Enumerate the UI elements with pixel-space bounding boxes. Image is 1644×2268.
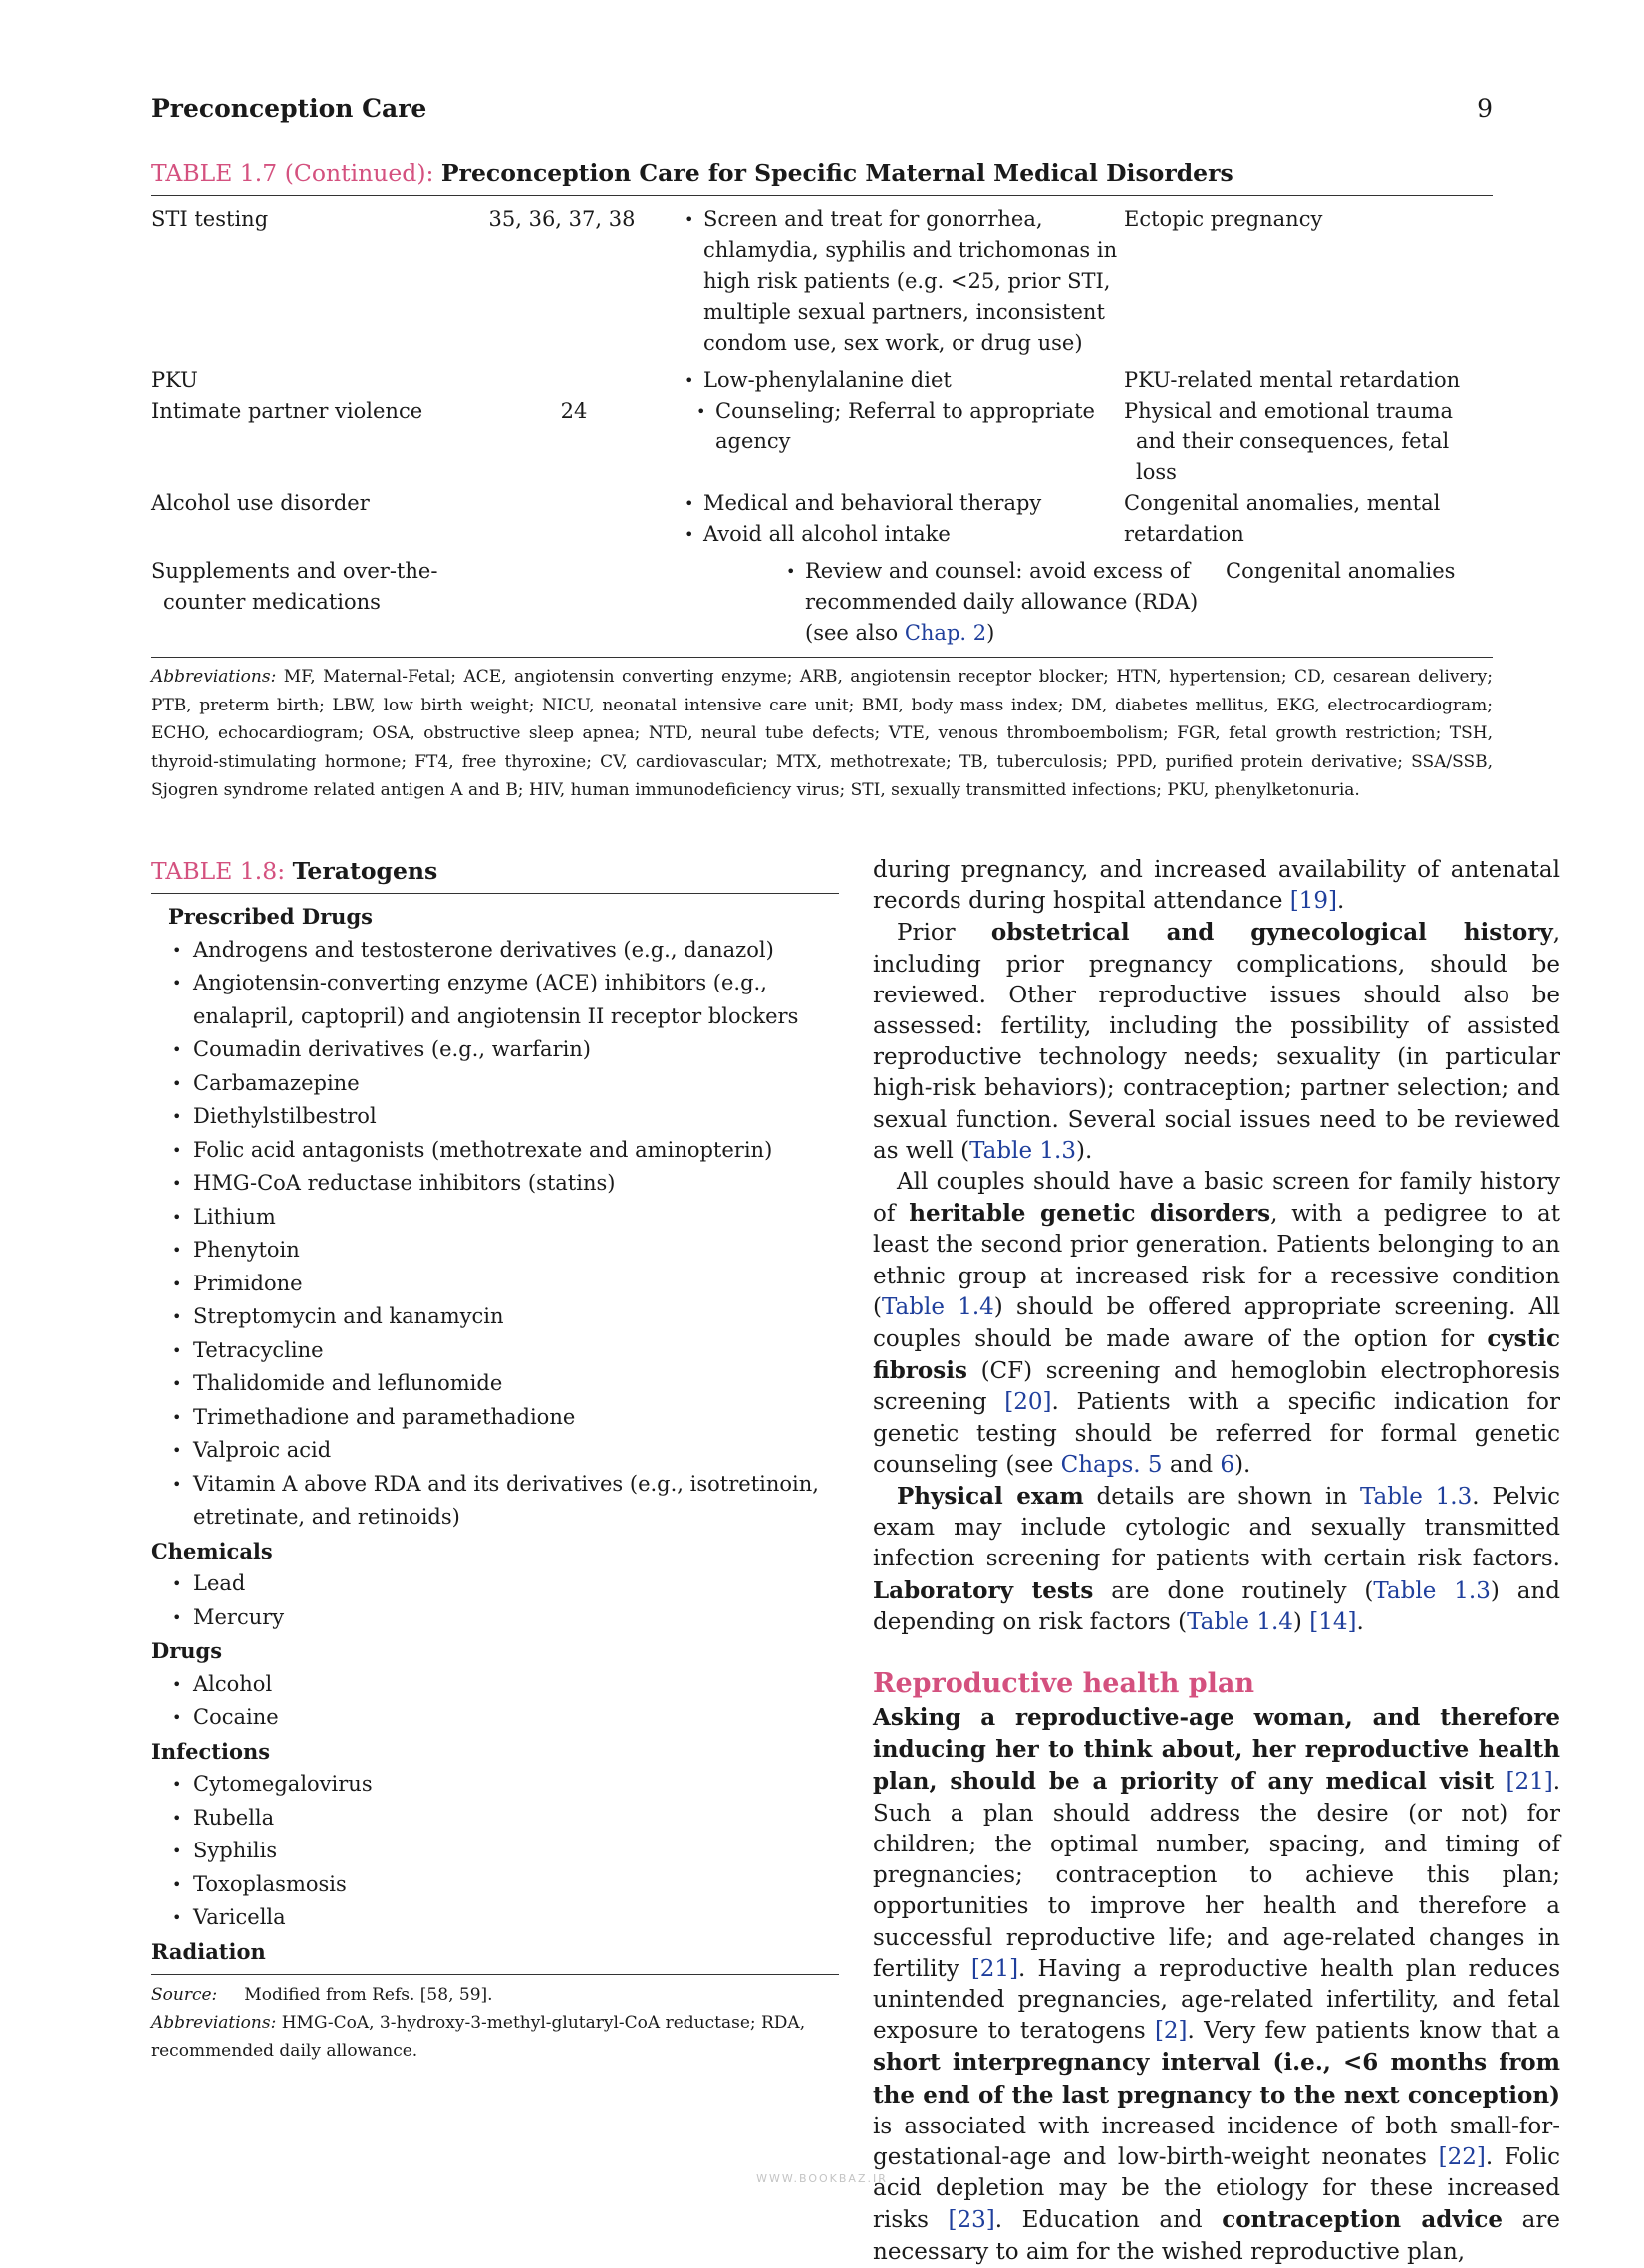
list-item: • Tetracycline bbox=[193, 1334, 839, 1368]
infections-list bbox=[151, 1768, 839, 1935]
list-item: • Lithium bbox=[193, 1201, 839, 1235]
table-row bbox=[151, 488, 1493, 550]
list-item: • Mercury bbox=[193, 1601, 839, 1635]
list-item: • Folic acid antagonists (methotrexate and aminopterin) bbox=[193, 1134, 839, 1168]
section-heading: Reproductive health plan bbox=[873, 1668, 1254, 1700]
refs-cell bbox=[458, 365, 666, 396]
list-item: • Carbamazepine bbox=[193, 1067, 839, 1101]
refs-cell bbox=[560, 556, 767, 649]
table-link[interactable]: Table 1.3 bbox=[1373, 1577, 1491, 1604]
table-1-8-footnotes bbox=[151, 1975, 839, 2065]
list-item: • Lead bbox=[193, 1567, 839, 1601]
list-item: • Rubella bbox=[193, 1802, 839, 1836]
table-row bbox=[151, 556, 1493, 649]
list-item: • Trimethadione and paramethadione bbox=[193, 1401, 839, 1435]
paragraph: All couples should have a basic screen for family history of heritable genetic disorders, with a pedigree to at least the second prior generation. Patients belonging to an ethnic group at increased risk for a recessive condition (Table 1.4) should be offered appropriate screening. All couples should be made aware of the option for cystic fibrosis (CF) screening and hemoglobin electrophoresis screening [20]. Patients with a specific indication for genetic testing should be referred for formal genetic counseling (see Chaps. 5 and 6). bbox=[873, 1169, 1561, 1478]
table-1-8-title: Teratogens bbox=[292, 857, 438, 885]
table-link[interactable]: Table 1.3 bbox=[969, 1137, 1076, 1164]
paragraph: during pregnancy, and increased availability of antenatal records during hospital attendance [19]. bbox=[873, 857, 1560, 915]
list-item: • Syphilis bbox=[193, 1835, 839, 1868]
ref-link[interactable]: [14] bbox=[1309, 1608, 1357, 1635]
interventions-cell bbox=[666, 365, 1120, 396]
ref-link[interactable]: [21] bbox=[970, 1955, 1019, 1982]
teratogen-list bbox=[151, 894, 839, 1975]
table-row bbox=[151, 204, 1493, 359]
ref-link[interactable]: [2] bbox=[1154, 2018, 1188, 2045]
list-item: • Alcohol bbox=[193, 1668, 839, 1702]
chap-2-link[interactable]: Chap. 2 bbox=[904, 621, 987, 645]
ref-link[interactable]: [23] bbox=[948, 2207, 995, 2234]
refs-cell: 35, 36, 37, 38 bbox=[488, 207, 636, 231]
condition-cell: PKU bbox=[151, 368, 198, 392]
radiation-heading: Radiation bbox=[151, 1938, 266, 1964]
refs-cell: 24 bbox=[560, 399, 588, 423]
list-item: • Valproic acid bbox=[193, 1434, 839, 1468]
table-row bbox=[151, 365, 1493, 396]
running-head bbox=[151, 94, 1493, 134]
interventions-cell bbox=[666, 204, 1120, 359]
list-item: • Diethylstilbestrol bbox=[193, 1100, 839, 1134]
table-1-8 bbox=[151, 857, 839, 2065]
risks-cell: Ectopic pregnancy bbox=[1124, 207, 1323, 231]
table-row bbox=[151, 396, 1493, 488]
chapter-link[interactable]: 6 bbox=[1220, 1451, 1235, 1478]
list-item: • Streptomycin and kanamycin bbox=[193, 1300, 839, 1334]
chemicals-list bbox=[151, 1567, 839, 1634]
drugs-list bbox=[151, 1668, 839, 1735]
list-item: • Cocaine bbox=[193, 1701, 839, 1735]
paragraph: Physical exam details are shown in Table 1.3. Pelvic exam may include cytologic and sexually transmitted infection screening for patients with certain risk factors. Laboratory tests are done routinely (Table 1.3) and depending on risk factors (Table 1.4) [14]. bbox=[873, 1483, 1560, 1635]
table-1-7-caption bbox=[151, 159, 1493, 196]
list-item: • Thalidomide and leflunomide bbox=[193, 1367, 839, 1401]
intervention-item: • Low-phenylalanine diet bbox=[703, 365, 1120, 396]
condition-cell: Intimate partner violence bbox=[151, 399, 423, 423]
table-link[interactable]: Table 1.4 bbox=[881, 1293, 994, 1320]
intervention-item: • Screen and treat for gonorrhea, chlamydia, syphilis and trichomonas in high risk patients (e.g. <25, prior STI, multiple sexual partners, inconsistent condom use, sex work, or drug use) bbox=[703, 204, 1120, 359]
condition-cell: STI testing bbox=[151, 207, 269, 231]
list-item: • Vitamin A above RDA and its derivatives (e.g., isotretinoin, etretinate, and retinoids) bbox=[193, 1468, 839, 1535]
intervention-item: • Counseling; Referral to appropriate agency bbox=[715, 396, 1132, 457]
table-1-7-label: TABLE 1.7 (Continued): bbox=[151, 159, 434, 187]
table-1-8-caption bbox=[151, 857, 839, 894]
paragraph: Asking a reproductive-age woman, and therefore inducing her to think about, her reproductive health plan, should be a priority of any medical visit [21]. Such a plan should address the desire (or not) for children; the optimal number, spacing, and timing of pregnancies; contraception to achieve this plan; opportunities to improve her health and therefore a successful reproductive life; and age-related changes in fertility [21]. Having a reproductive health plan reduces unintended pregnancies, age-related infertility, and fetal exposure to teratogens [2]. Very few patients know that a short interpregnancy interval (i.e., <6 months from the end of the last pregnancy to the next conception) is associated with increased incidence of both small-for-gestational-age and low-birth-weight neonates [22]. Folic acid depletion may be the etiology for these increased risks [23]. Education and contraception advice are necessary to aim for the wished reproductive plan, bbox=[873, 1704, 1561, 2265]
table-1-7-body bbox=[151, 196, 1493, 658]
list-item: • Coumadin derivatives (e.g., warfarin) bbox=[193, 1033, 839, 1067]
list-item: • Primidone bbox=[193, 1268, 839, 1301]
risks-cell: Congenital anomalies, mental retardation bbox=[1124, 491, 1441, 546]
page-number: 9 bbox=[1477, 94, 1493, 123]
chapter-link[interactable]: Chaps. 5 bbox=[1060, 1451, 1163, 1478]
list-item: • Angiotensin-converting enzyme (ACE) inhibitors (e.g., enalapril, captopril) and angiotensin II receptor blockers bbox=[193, 967, 839, 1033]
list-item: • Androgens and testosterone derivatives (e.g., danazol) bbox=[193, 934, 839, 968]
list-item: • Phenytoin bbox=[193, 1234, 839, 1268]
interventions-cell bbox=[678, 396, 1132, 488]
prescribed-drugs-list bbox=[151, 934, 839, 1535]
intervention-item: • Review and counsel: avoid excess of recommended daily allowance (RDA) (see also Chap. 2) bbox=[805, 556, 1222, 649]
table-1-7-title: Preconception Care for Specific Maternal Medical Disorders bbox=[440, 159, 1233, 187]
list-item: • HMG-CoA reductase inhibitors (statins) bbox=[193, 1167, 839, 1201]
condition-cell: Alcohol use disorder bbox=[151, 491, 370, 515]
table-link[interactable]: Table 1.4 bbox=[1187, 1608, 1293, 1635]
risks-cell: PKU-related mental retardation bbox=[1124, 368, 1461, 392]
interventions-cell bbox=[666, 488, 1120, 550]
ref-link[interactable]: [20] bbox=[1004, 1389, 1052, 1416]
paragraph: Prior obstetrical and gynecological history, including prior pregnancy complications, should be reviewed. Other reproductive issues should also be assessed: fertility, including the possibility of assisted reproductive technology needs; sexuality (in particular high-risk behaviors); contraception; partner selection; and sexual function. Several social issues need to be reviewed as well (Table 1.3). bbox=[873, 919, 1560, 1164]
ref-link[interactable]: [19] bbox=[1289, 888, 1337, 915]
interventions-cell bbox=[767, 556, 1222, 649]
risks-cell: Congenital anomalies bbox=[1226, 559, 1456, 583]
chemicals-heading: Chemicals bbox=[151, 1538, 273, 1563]
list-item: • Varicella bbox=[193, 1901, 839, 1935]
list-item: • Toxoplasmosis bbox=[193, 1868, 839, 1902]
running-head-title: Preconception Care bbox=[151, 94, 427, 123]
risks-cell: Physical and emotional trauma and their consequences, fetal loss bbox=[1124, 399, 1454, 484]
table-1-7 bbox=[151, 159, 1493, 805]
table-1-8-abbreviations: Abbreviations: HMG-CoA, 3-hydroxy-3-methyl-glutaryl-CoA reductase; RDA, recommended daily allowance. bbox=[151, 2013, 806, 2061]
drugs-heading: Drugs bbox=[151, 1638, 223, 1663]
condition-cell: Supplements and over-the-counter medications bbox=[151, 559, 438, 614]
table-1-8-source: Source: Modified from Refs. [58, 59]. bbox=[151, 1985, 493, 2005]
body-text-column bbox=[873, 855, 1560, 2268]
prescribed-drugs-heading: Prescribed Drugs bbox=[168, 904, 373, 929]
table-1-8-label: TABLE 1.8: bbox=[151, 857, 286, 885]
table-1-7-abbreviations: Abbreviations: MF, Maternal-Fetal; ACE, angiotensin converting enzyme; ARB, angiotensin receptor blocker; HTN, hypertension; CD, cesarean delivery; PTB, preterm birth; LBW, low birth weight; NICU, neonatal intensive care unit; BMI, body mass index; DM, diabetes mellitus, EKG, electrocardiogram; ECHO, echocardiogram; OSA, obstructive sleep apnea; NTD, neural tube defects; VTE, venous thromboembolism; FGR, fetal growth restriction; TSH, thyroid-stimulating hormone; FT4, free thyroxine; CV, cardiovascular; MTX, methotrexate; TB, tuberculosis; PPD, purified protein derivative; SSA/SSB, Sjogren syndrome related antigen A and B; HIV, human immunodeficiency virus; STI, sexually transmitted infections; PKU, phenylketonuria. bbox=[151, 667, 1493, 800]
ref-link[interactable]: [21] bbox=[1506, 1769, 1553, 1796]
table-link[interactable]: Table 1.3 bbox=[1359, 1484, 1473, 1511]
refs-cell bbox=[458, 488, 666, 550]
intervention-item: • Avoid all alcohol intake bbox=[703, 519, 1120, 550]
ref-link[interactable]: [22] bbox=[1438, 2143, 1486, 2170]
intervention-item: • Medical and behavioral therapy bbox=[703, 488, 1120, 519]
watermark: WWW.BOOKBAZ.IR bbox=[756, 2172, 888, 2185]
infections-heading: Infections bbox=[151, 1738, 271, 1764]
list-item: • Cytomegalovirus bbox=[193, 1768, 839, 1802]
